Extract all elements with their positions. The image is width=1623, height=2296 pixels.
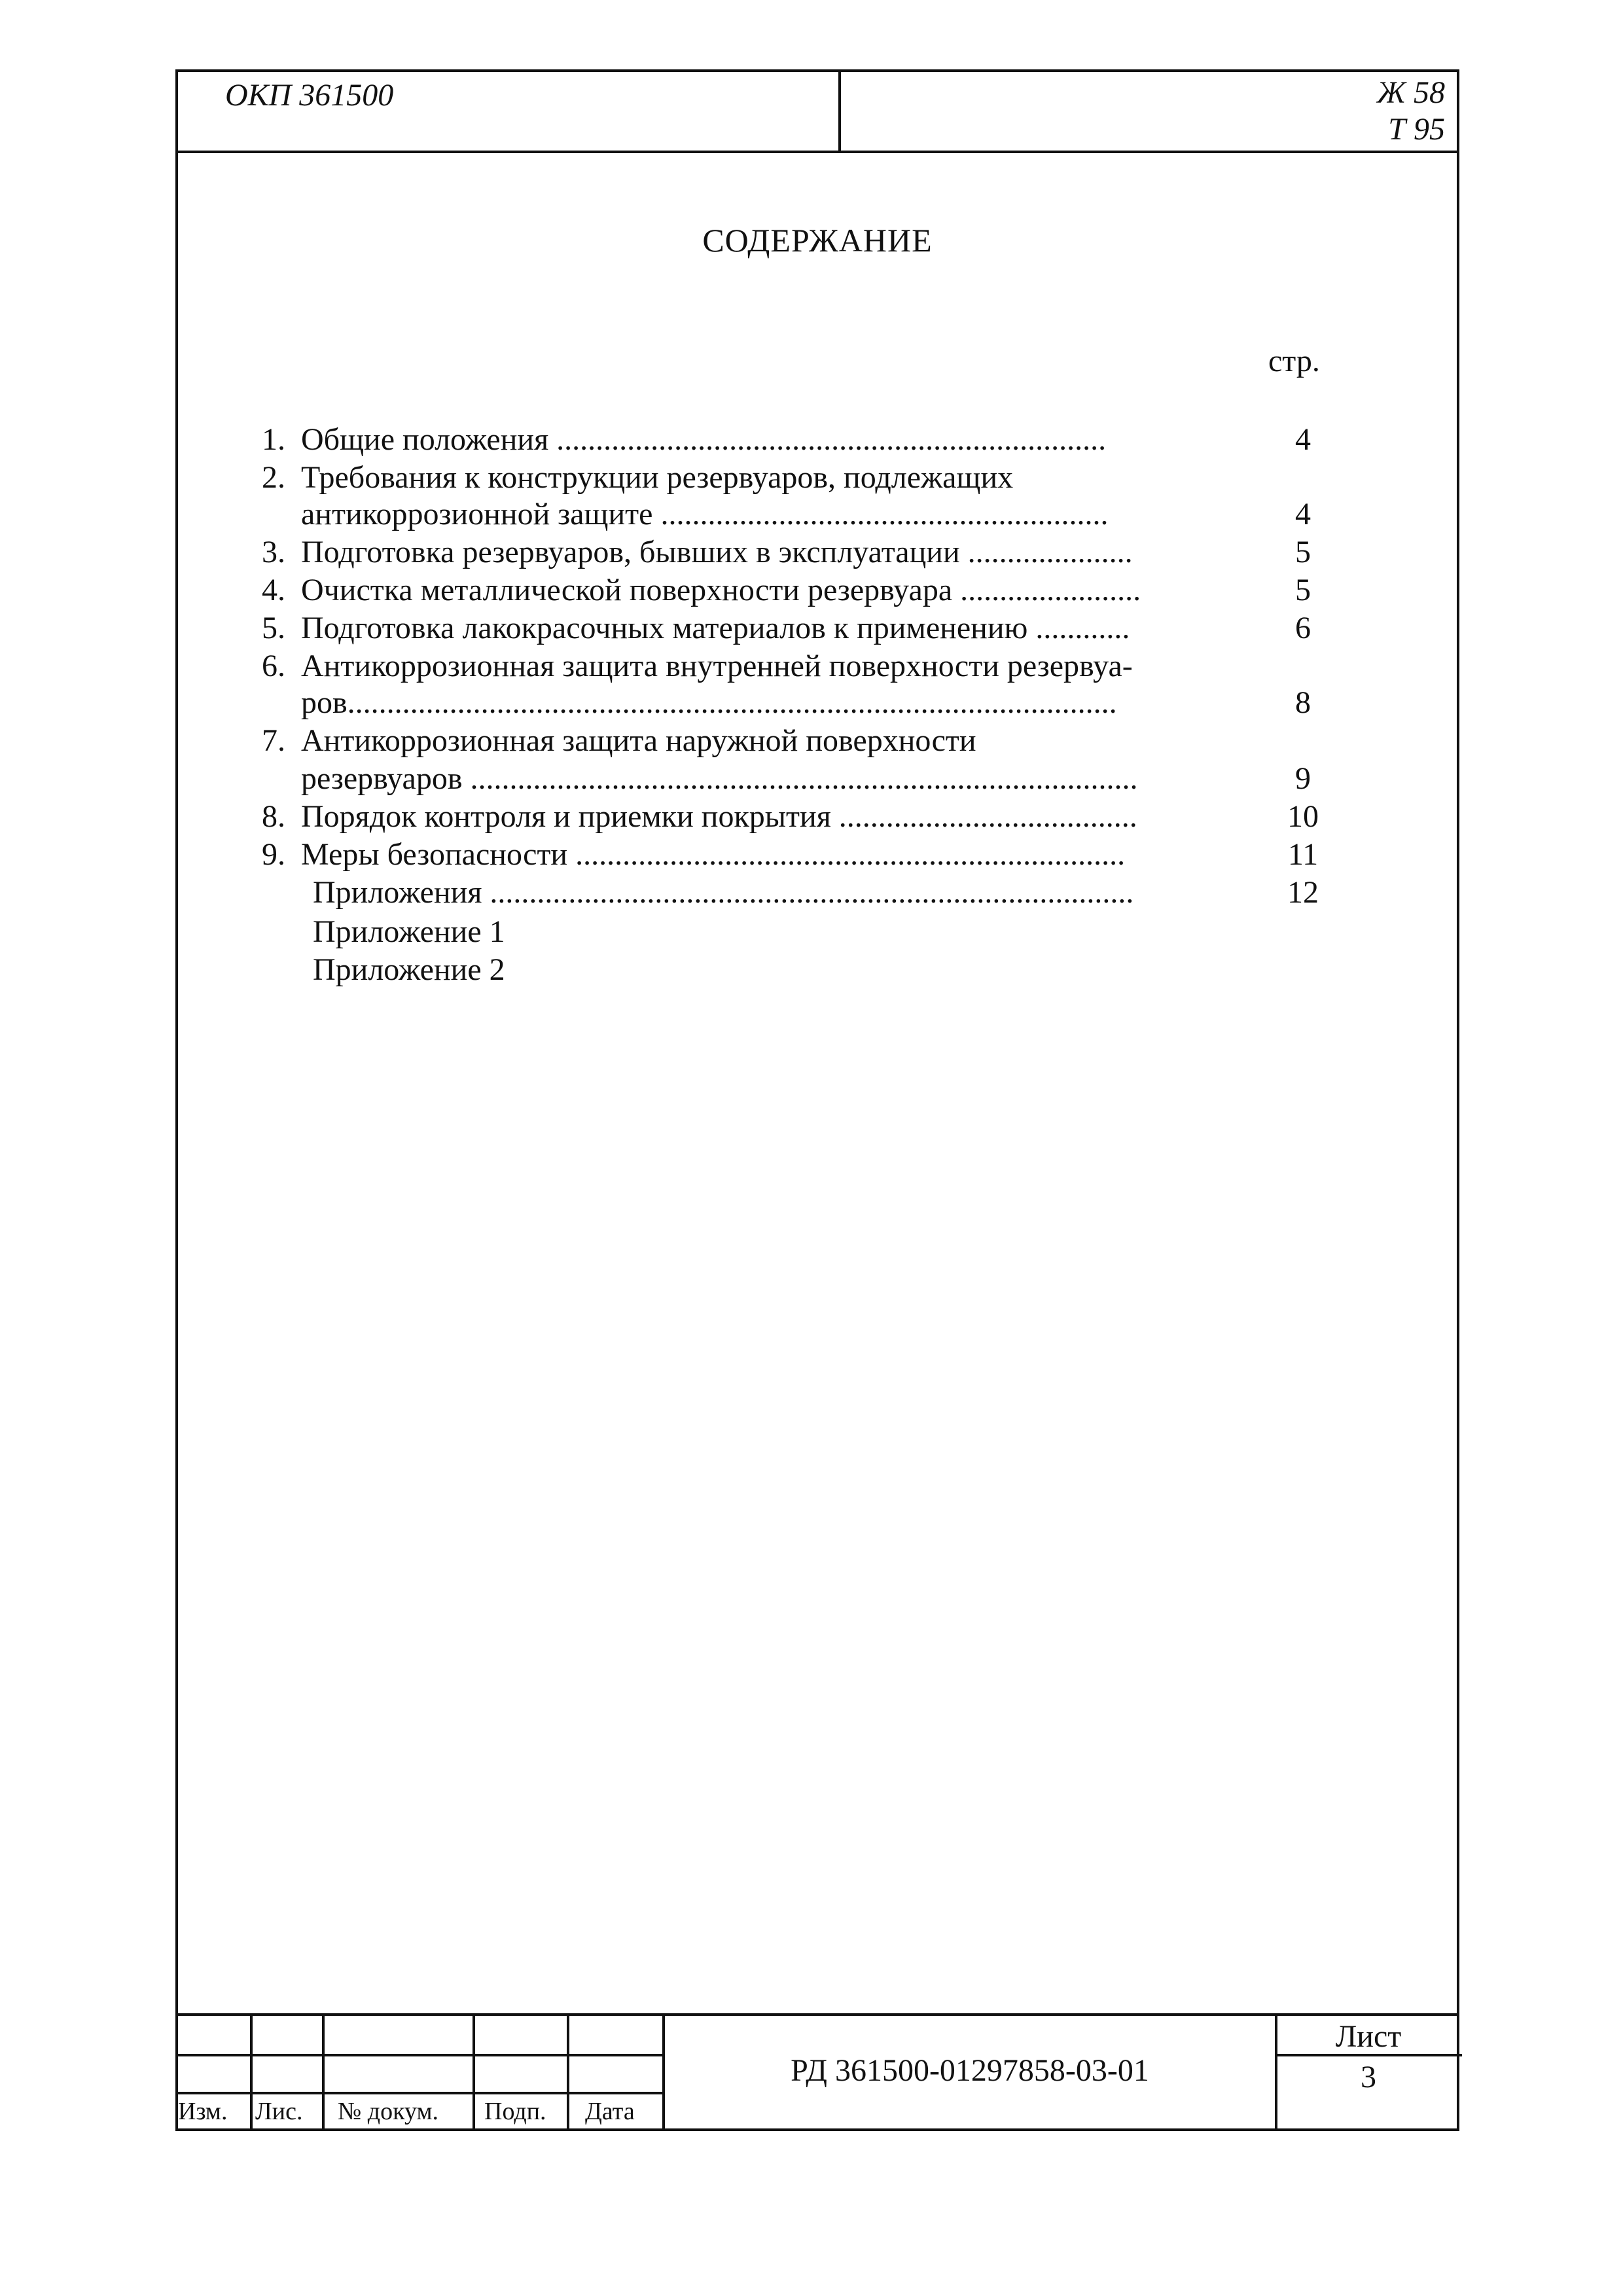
- toc-entry-text: Очистка металлической поверхности резервуара .......................: [301, 573, 1141, 607]
- contents-title: СОДЕРЖАНИЕ: [702, 222, 933, 259]
- toc-entry-text: Антикоррозионная защита наружной поверхности: [301, 723, 976, 758]
- okp-code: ОКП 361500: [225, 78, 394, 113]
- title-block: [178, 2013, 1457, 2128]
- title-block-divider: [473, 2016, 475, 2128]
- title-block-divider: [322, 2016, 325, 2128]
- toc-entry-number: 5.: [262, 611, 285, 645]
- date-label: Дата: [585, 2098, 635, 2125]
- toc-entry-text: ров..................................................................................................: [301, 685, 1117, 720]
- toc-entry-number: 3.: [262, 535, 285, 569]
- toc-entry-page: 4: [1295, 422, 1311, 457]
- revision-label: Изм.: [178, 2098, 228, 2125]
- toc-entry-page: 11: [1287, 837, 1319, 872]
- appendix-entry-page: 12: [1287, 875, 1319, 910]
- toc-entry-page: 8: [1295, 685, 1311, 720]
- classification-code-1: Ж 58: [1377, 75, 1445, 110]
- toc-entry-text: Требования к конструкции резервуаров, подлежащих: [301, 460, 1014, 495]
- toc-entry-page: 6: [1295, 611, 1311, 645]
- toc-entry-text: Меры безопасности ......................................................................: [301, 837, 1126, 872]
- appendix-entry: Приложение 1: [313, 914, 505, 949]
- toc-entry-number: 6.: [262, 649, 285, 683]
- page-frame: [175, 69, 1459, 2131]
- toc-entry-number: 4.: [262, 573, 285, 607]
- toc-entry-page: 10: [1287, 799, 1319, 834]
- toc-entry-number: 7.: [262, 723, 285, 758]
- classification-code-2: Т 95: [1388, 112, 1445, 147]
- toc-entry-text: Порядок контроля и приемки покрытия ......................................: [301, 799, 1137, 834]
- sheet-number: 3: [1361, 2060, 1376, 2094]
- title-block-divider: [250, 2016, 253, 2128]
- document-code: РД 361500-01297858-03-01: [791, 2053, 1149, 2088]
- table-of-contents: [178, 72, 1457, 2128]
- page-column-label: стр.: [1268, 344, 1320, 378]
- sheet-col-label: Лис.: [255, 2098, 303, 2125]
- toc-entry-page: 5: [1295, 535, 1311, 569]
- title-block-row-line: [178, 2092, 665, 2094]
- toc-entry-text: Подготовка лакокрасочных материалов к применению ............: [301, 611, 1130, 645]
- title-block-row-line: [178, 2054, 665, 2056]
- toc-entry-number: 2.: [262, 460, 285, 495]
- toc-entry-number: 1.: [262, 422, 285, 457]
- appendix-entry: Приложение 2: [313, 952, 505, 987]
- sheet-divider: [1275, 2054, 1462, 2056]
- toc-entry-page: 5: [1295, 573, 1311, 607]
- toc-entry-page: 9: [1295, 761, 1311, 796]
- toc-entry-number: 8.: [262, 799, 285, 834]
- sheet-label: Лист: [1335, 2019, 1402, 2054]
- toc-entry-text: Подготовка резервуаров, бывших в эксплуатации .....................: [301, 535, 1133, 569]
- document-number-label: № докум.: [338, 2098, 439, 2125]
- signature-label: Подп.: [484, 2098, 546, 2125]
- toc-entry-text: резервуаров .....................................................................................: [301, 761, 1138, 796]
- toc-entry-text: антикоррозионной защите .........................................................: [301, 497, 1109, 531]
- toc-entry-text: Антикоррозионная защита внутренней поверхности резервуа-: [301, 649, 1133, 683]
- toc-entry-text: Общие положения ......................................................................: [301, 422, 1107, 457]
- appendix-entry: Приложения ..................................................................................: [313, 875, 1134, 910]
- title-block-divider: [567, 2016, 569, 2128]
- toc-entry-number: 9.: [262, 837, 285, 872]
- toc-entry-page: 4: [1295, 497, 1311, 531]
